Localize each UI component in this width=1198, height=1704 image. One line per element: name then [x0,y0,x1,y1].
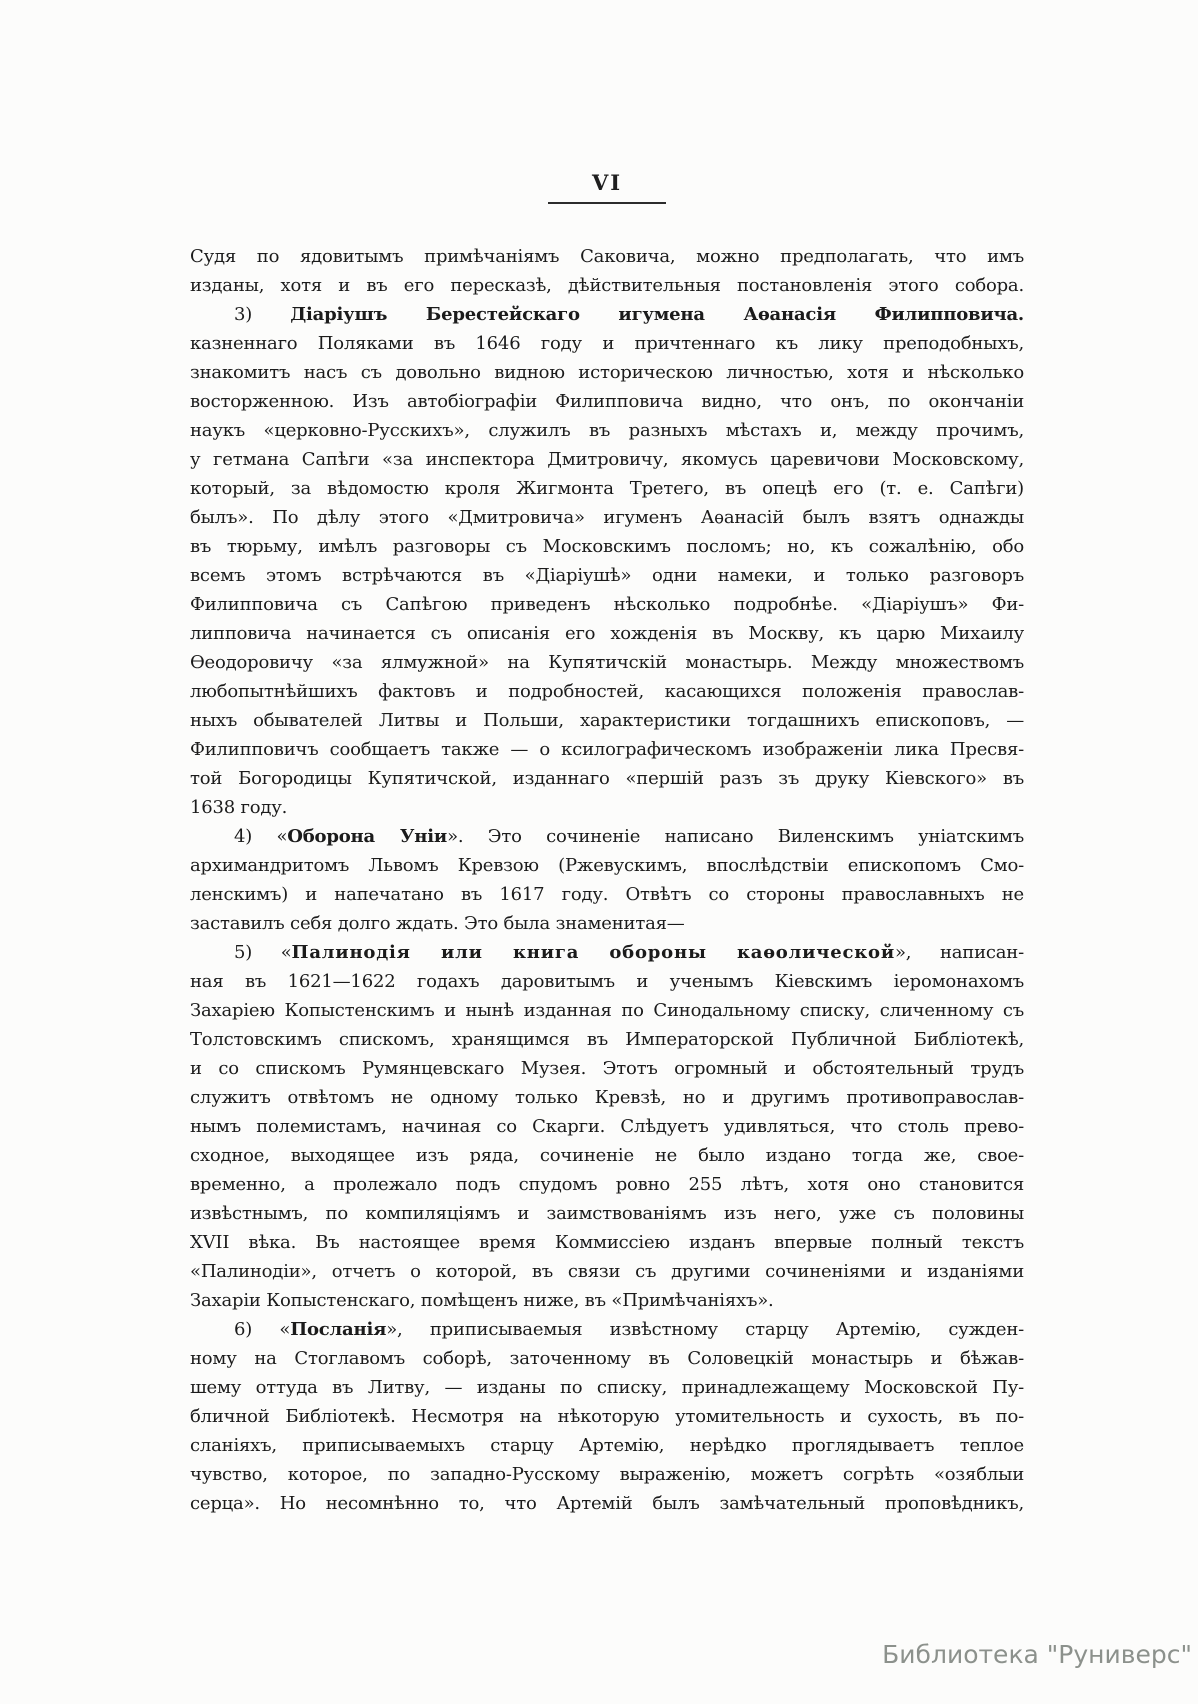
text-line: XVII вѣка. Въ настоящее время Коммиссіею изданъ впервые полный текстъ [190,1232,1024,1253]
paragraph [190,822,1024,938]
page-number: VI [591,170,623,195]
text-line: любопытнѣйшихъ фактовъ и подробностей, касающихся положенія православ- [190,681,1024,702]
text-line: ному на Стоглавомъ соборѣ, заточенному въ Соловецкій монастырь и бѣжав- [190,1348,1024,1369]
text-line: нымъ полемистамъ, начиная со Скарги. Слѣдуетъ удивляться, что столь прево- [190,1116,1024,1137]
text-line: серца». Но несомнѣнно то, что Артемій былъ замѣчательный проповѣдникъ, [190,1493,1024,1514]
text-line [190,938,1024,967]
text-line: который, за вѣдомостю кроля Жигмонта Третего, въ опецѣ его (т. е. Сапѣги) [190,478,1024,499]
work-title: Діаріушъ Берестейскаго игумена Аѳанасія Филипповича. [290,304,1024,325]
paragraph [190,300,1024,822]
text-line: Ѳеодоровичу «за ялмужной» на Купятичскій монастырь. Между множествомъ [190,652,1024,673]
text-line: Филипповича съ Сапѣгою приведенъ нѣсколько подробнѣе. «Діаріушъ» Фи- [190,594,1024,615]
text-line: изданы, хотя и въ его пересказѣ, дѣйствительныя постановленія этого собора. [190,275,1024,296]
text-line: Захаріею Копыстенскимъ и нынѣ изданная по Синодальному списку, сличенному съ [190,1000,1024,1021]
text-line: Судя по ядовитымъ примѣчаніямъ Саковича, можно предполагать, что имъ [190,246,1024,267]
text-line: Захаріи Копыстенскаго, помѣщенъ ниже, въ «Примѣчаніяхъ». [190,1290,774,1311]
text-line: временно, а пролежало подъ спудомъ ровно 255 лѣтъ, хотя оно становится [190,1174,1024,1195]
paragraph [190,938,1024,1315]
text-line: шему оттуда въ Литву, — изданы по списку, принадлежащему Московской Пу- [190,1377,1024,1398]
text-block [190,242,1024,1518]
text-line [190,822,1024,851]
text-line: сланіяхъ, приписываемыхъ старцу Артемію, нерѣдко проглядываетъ теплое [190,1435,1024,1456]
text-line: и со спискомъ Румянцевскаго Музея. Этотъ огромный и обстоятельный трудъ [190,1058,1024,1079]
text-line: Толстовскимъ спискомъ, хранящимся въ Императорской Публичной Библіотекѣ, [190,1029,1024,1050]
list-number: 4) « [234,826,288,847]
watermark: Библиотека "Руниверс" [882,1640,1192,1669]
text-line [190,300,1024,329]
text-line: ная въ 1621—1622 годахъ даровитымъ и ученымъ Кіевскимъ іеромонахомъ [190,971,1024,992]
page-number-rule [548,202,666,204]
text-line: той Богородицы Купятичской, изданнаго «першій разъ зъ друку Кіевского» въ [190,768,1024,789]
text-line: чувство, которое, по западно-Русскому выраженію, можетъ согрѣть «озяблыи [190,1464,1024,1485]
text-line: ленскимъ) и напечатано въ 1617 году. Отвѣтъ со стороны православныхъ не [190,884,1024,905]
work-title: Оборона Уніи [287,826,448,847]
text-line: 1638 году. [190,797,288,818]
text-line: наукъ «церковно-Русскихъ», служилъ въ разныхъ мѣстахъ и, между прочимъ, [190,420,1024,441]
text-line: былъ». По дѣлу этого «Дмитровича» игуменъ Аѳанасій былъ взятъ однажды [190,507,1024,528]
list-number: 5) « [234,942,292,963]
text-line: извѣстнымъ, по компиляціямъ и заимствованіямъ изъ него, уже съ половины [190,1203,1024,1224]
list-number: 3) [234,304,291,325]
text-line: заставилъ себя долго ждать. Это была знаменитая— [190,913,685,934]
paragraph [190,1315,1024,1518]
text-line [190,1315,1024,1344]
list-number: 6) « [234,1319,291,1340]
text-line: казненнаго Поляками въ 1646 году и причтеннаго къ лику преподобныхъ, [190,333,1024,354]
text-segment: ». Это сочиненіе написано Виленскимъ уніатскимъ [447,826,1024,847]
text-segment: », приписываемыя извѣстному старцу Артемію, сужден- [386,1319,1024,1340]
text-line: архимандритомъ Львомъ Кревзою (Ржевускимъ, впослѣдствіи епископомъ Смо- [190,855,1024,876]
text-line: ныхъ обывателей Литвы и Польши, характеристики тогдашнихъ епископовъ, — [190,710,1024,731]
work-title: Посланія [290,1319,387,1340]
text-line: бличной Библіотекѣ. Несмотря на нѣкоторую утомительность и сухость, въ по- [190,1406,1024,1427]
page-header [190,172,1024,204]
text-line: всемъ этомъ встрѣчаются въ «Діаріушѣ» одни намеки, и только разговоръ [190,565,1024,586]
text-segment: », написан- [894,942,1024,963]
text-line: у гетмана Сапѣги «за инспектора Дмитровичу, якомусь царевичови Московскому, [190,449,1024,470]
paragraph [190,242,1024,300]
text-line: восторженною. Изъ автобіографіи Филипповича видно, что онъ, по окончаніи [190,391,1024,412]
work-title: Палинодія или книга обороны каѳолической [291,942,895,963]
text-line: «Палинодіи», отчетъ о которой, въ связи съ другими сочиненіями и изданіями [190,1261,1024,1282]
text-line: въ тюрьму, имѣлъ разговоры съ Московскимъ посломъ; но, къ сожалѣнію, обо [190,536,1024,557]
text-line: липповича начинается съ описанія его хожденія въ Москву, къ царю Михаилу [190,623,1024,644]
text-line: знакомитъ насъ съ довольно видною историческою личностью, хотя и нѣсколько [190,362,1024,383]
text-line: Филипповичъ сообщаетъ также — о ксилографическомъ изображеніи лика Пресвя- [190,739,1024,760]
text-line: служитъ отвѣтомъ не одному только Кревзѣ, но и другимъ противоправослав- [190,1087,1024,1108]
text-line: сходное, выходящее изъ ряда, сочиненіе не было издано тогда же, свое- [190,1145,1024,1166]
